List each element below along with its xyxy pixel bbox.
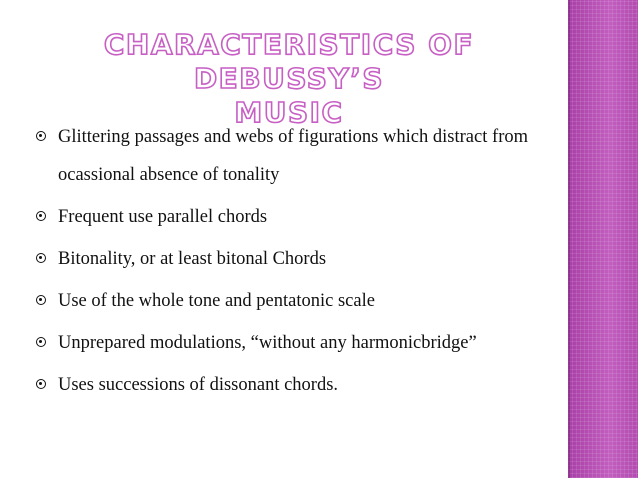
- slide-title: [20, 28, 558, 130]
- circled-dot-bullet-icon: [36, 295, 46, 305]
- bullet-item: [36, 198, 528, 236]
- slide-title-line-2: MUSIC: [234, 96, 344, 129]
- circled-dot-bullet-icon: [36, 131, 46, 141]
- bullet-text: Bitonality, or at least bitonal Chords: [58, 249, 327, 269]
- bullet-text: Glittering passages and webs of figurations which distract from ocassional absence of tonality: [58, 127, 528, 185]
- bullet-text: Uses successions of dissonant chords.: [58, 375, 339, 395]
- bullet-text: Use of the whole tone and pentatonic scale: [58, 291, 375, 311]
- bullet-item: [36, 366, 528, 404]
- bullet-list: [36, 118, 528, 408]
- bullet-item: [36, 240, 528, 278]
- decorative-side-strip: [568, 0, 638, 478]
- slide-title-line-1: CHARACTERISTICS OF DEBUSSY’S: [103, 28, 475, 95]
- bullet-item: [36, 118, 528, 194]
- circled-dot-bullet-icon: [36, 253, 46, 263]
- bullet-text: Frequent use parallel chords: [58, 207, 268, 227]
- bullet-item: [36, 324, 528, 362]
- circled-dot-bullet-icon: [36, 337, 46, 347]
- circled-dot-bullet-icon: [36, 211, 46, 221]
- bullet-text: Unprepared modulations, “without any harmonicbridge”: [58, 333, 477, 353]
- bullet-item: [36, 282, 528, 320]
- circled-dot-bullet-icon: [36, 379, 46, 389]
